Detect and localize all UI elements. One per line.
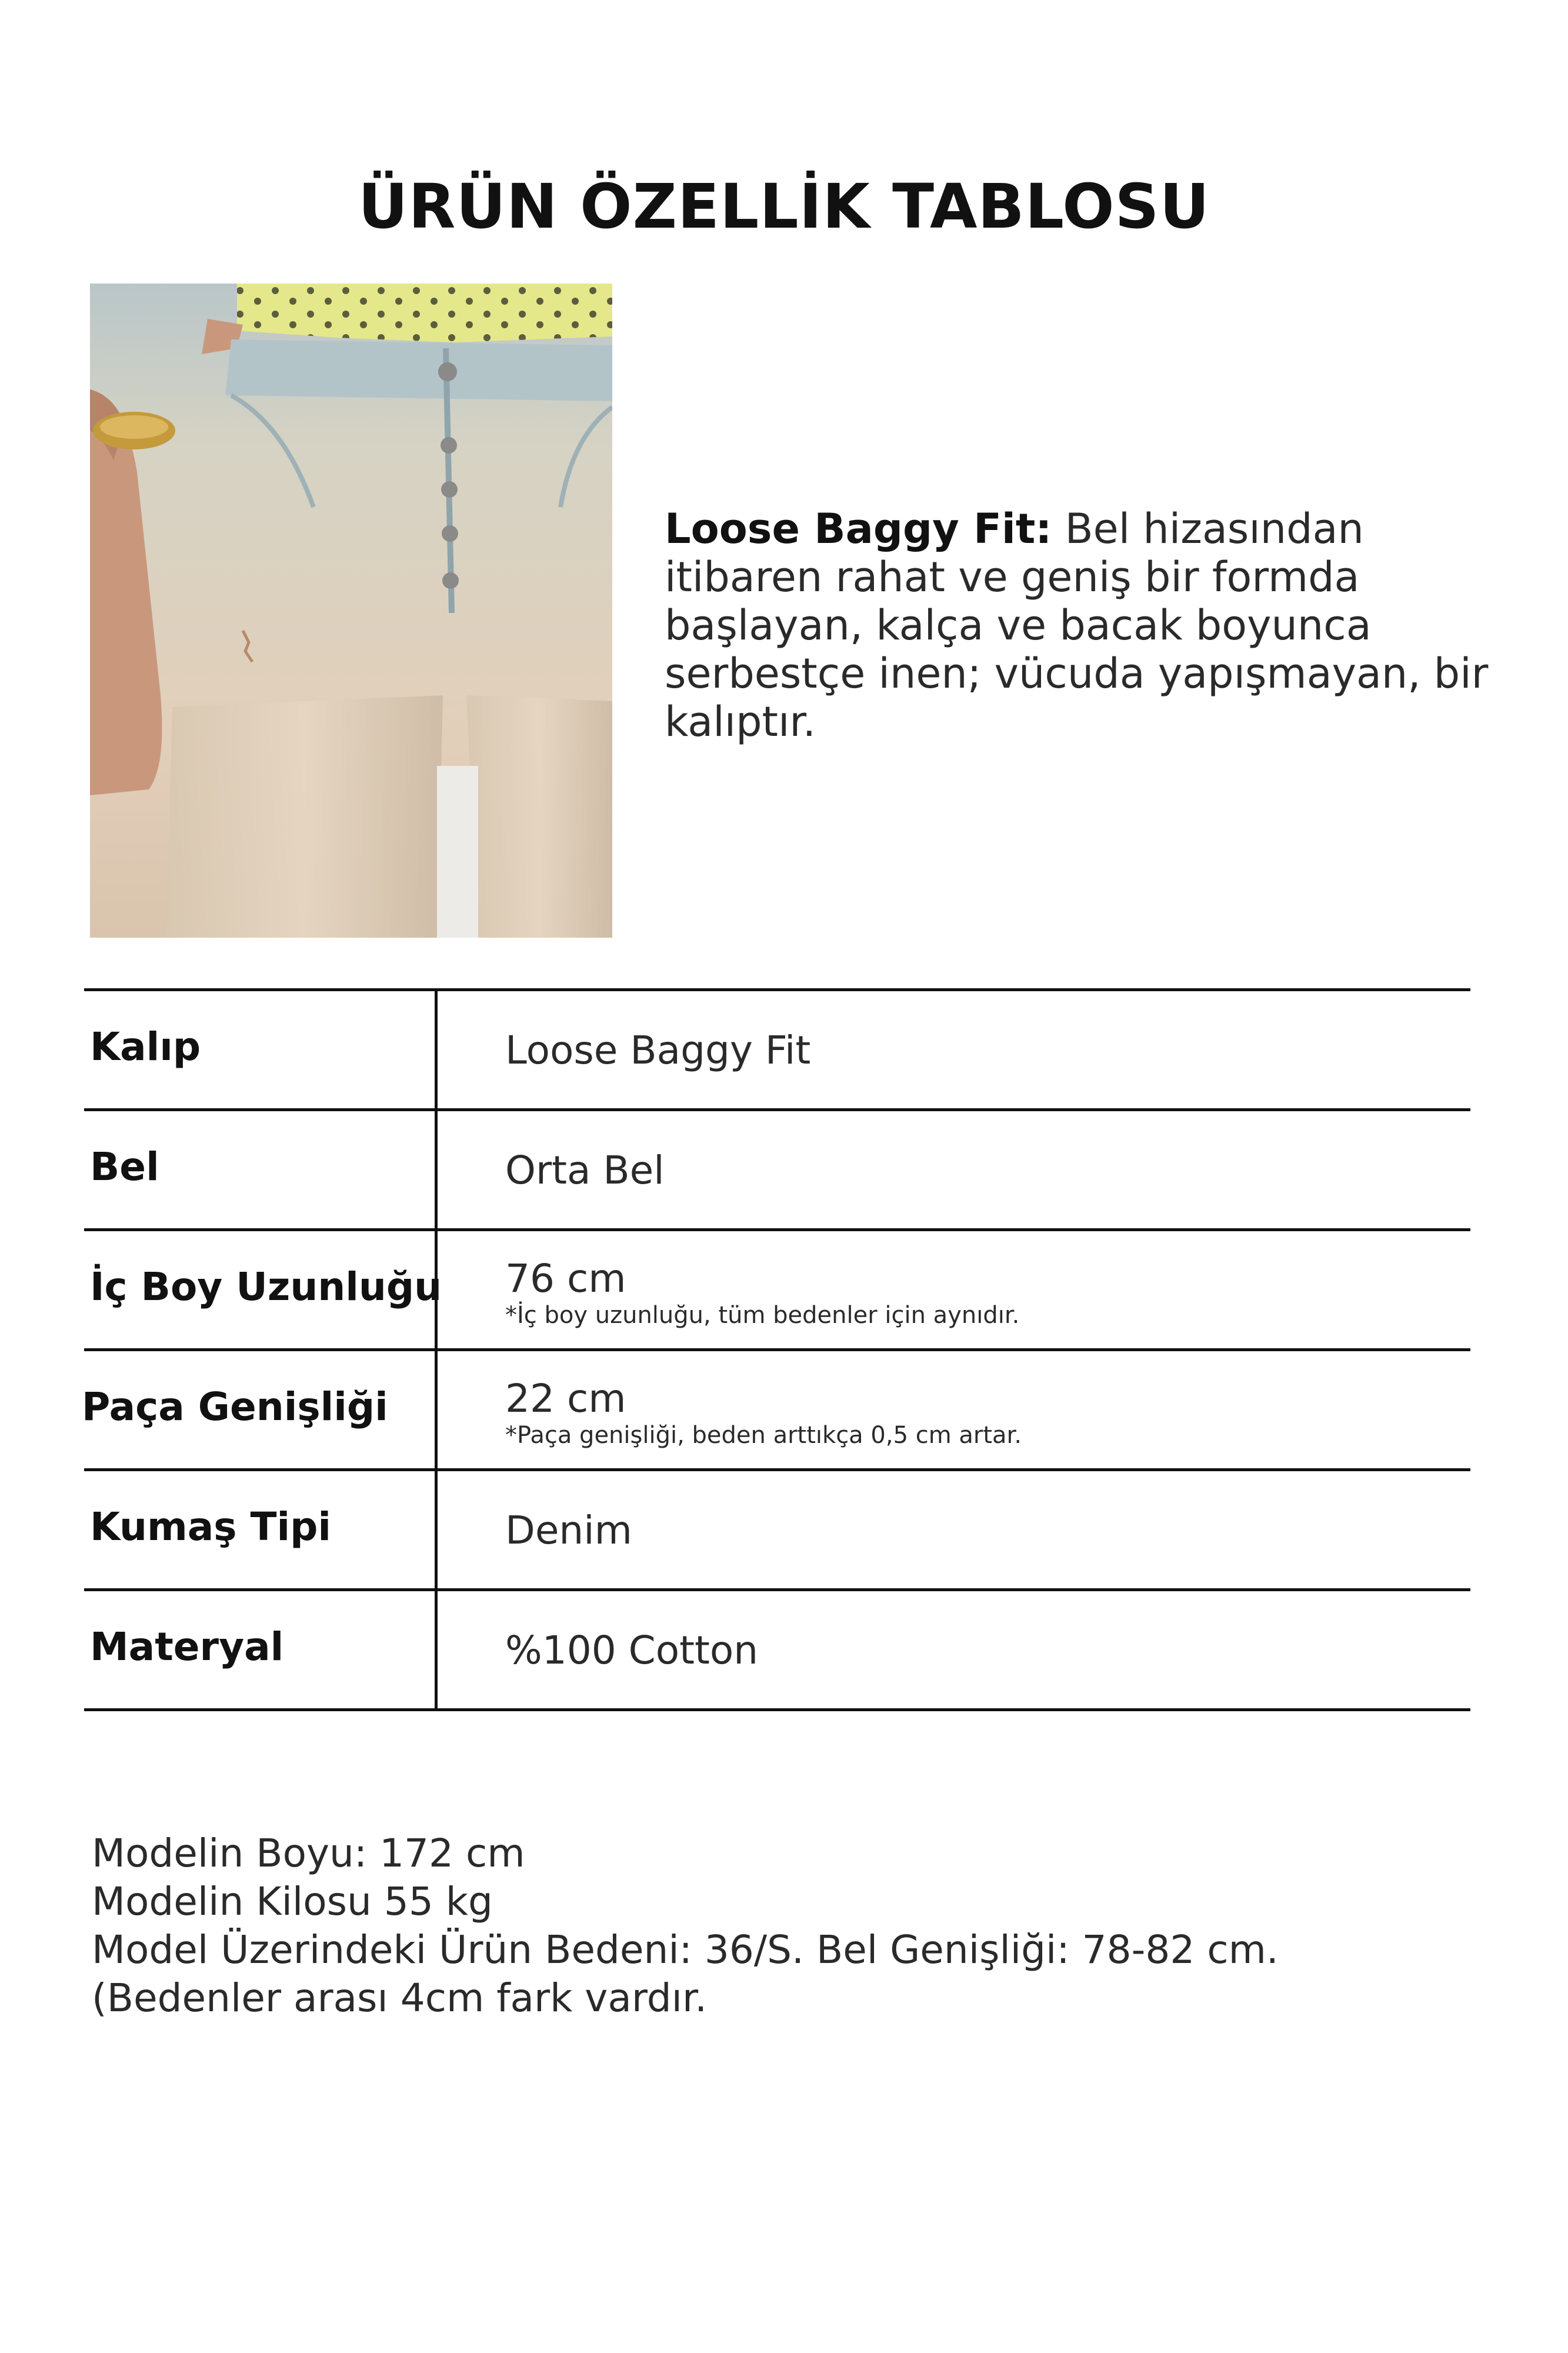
spec-note: *İç boy uzunluğu, tüm bedenler için aynıdır.: [505, 1302, 1020, 1329]
spec-row-paca: [84, 1348, 1470, 1468]
spec-label: Kalıp: [90, 1024, 201, 1069]
model-weight: Modelin Kilosu 55 kg: [92, 1879, 493, 1924]
spec-table: [84, 988, 1470, 1711]
spec-value: Orta Bel: [505, 1148, 665, 1193]
spec-label: İç Boy Uzunluğu: [90, 1264, 442, 1309]
column-divider: [435, 991, 438, 1108]
spec-value: Denim: [505, 1508, 632, 1553]
spec-row-kumas: [84, 1468, 1470, 1588]
column-divider: [435, 1111, 438, 1228]
column-divider: [435, 1351, 438, 1468]
fit-text: Bel hizasından itibaren rahat ve geniş bir formda başlayan, kalça ve bacak boyunca serbestçe inen; vücuda yapışmayan, bir kalıptır.: [665, 505, 1489, 746]
spec-value: Loose Baggy Fit: [505, 1028, 811, 1073]
model-info: [92, 1829, 1480, 2022]
spec-label: Kumaş Tipi: [90, 1504, 332, 1549]
product-photo: [90, 284, 612, 938]
spec-row-bel: [84, 1108, 1470, 1228]
model-size: Model Üzerindeki Ürün Bedeni: 36/S. Bel Genişliği: 78-82 cm. (Bedenler arası 4cm fark vardır.: [92, 1927, 1279, 2021]
spec-row-materyal: [84, 1588, 1470, 1711]
column-divider: [435, 1591, 438, 1708]
model-height: Modelin Boyu: 172 cm: [92, 1831, 525, 1876]
spec-row-kalip: [84, 988, 1470, 1108]
spec-value: 22 cm: [505, 1376, 626, 1421]
spec-row-ic-boy: [84, 1228, 1470, 1348]
spec-value: %100 Cotton: [505, 1628, 759, 1673]
column-divider: [435, 1471, 438, 1588]
spec-value: 76 cm: [505, 1256, 626, 1301]
spec-label: Bel: [90, 1144, 159, 1189]
fit-description: [665, 505, 1512, 746]
page-title: ÜRÜN ÖZELLİK TABLOSU: [358, 171, 1210, 242]
fit-name: Loose Baggy Fit:: [665, 505, 1052, 553]
spec-label: Materyal: [90, 1624, 284, 1669]
spec-label: Paça Genişliği: [82, 1384, 388, 1429]
spec-note: *Paça genişliği, beden arttıkça 0,5 cm artar.: [505, 1422, 1022, 1449]
